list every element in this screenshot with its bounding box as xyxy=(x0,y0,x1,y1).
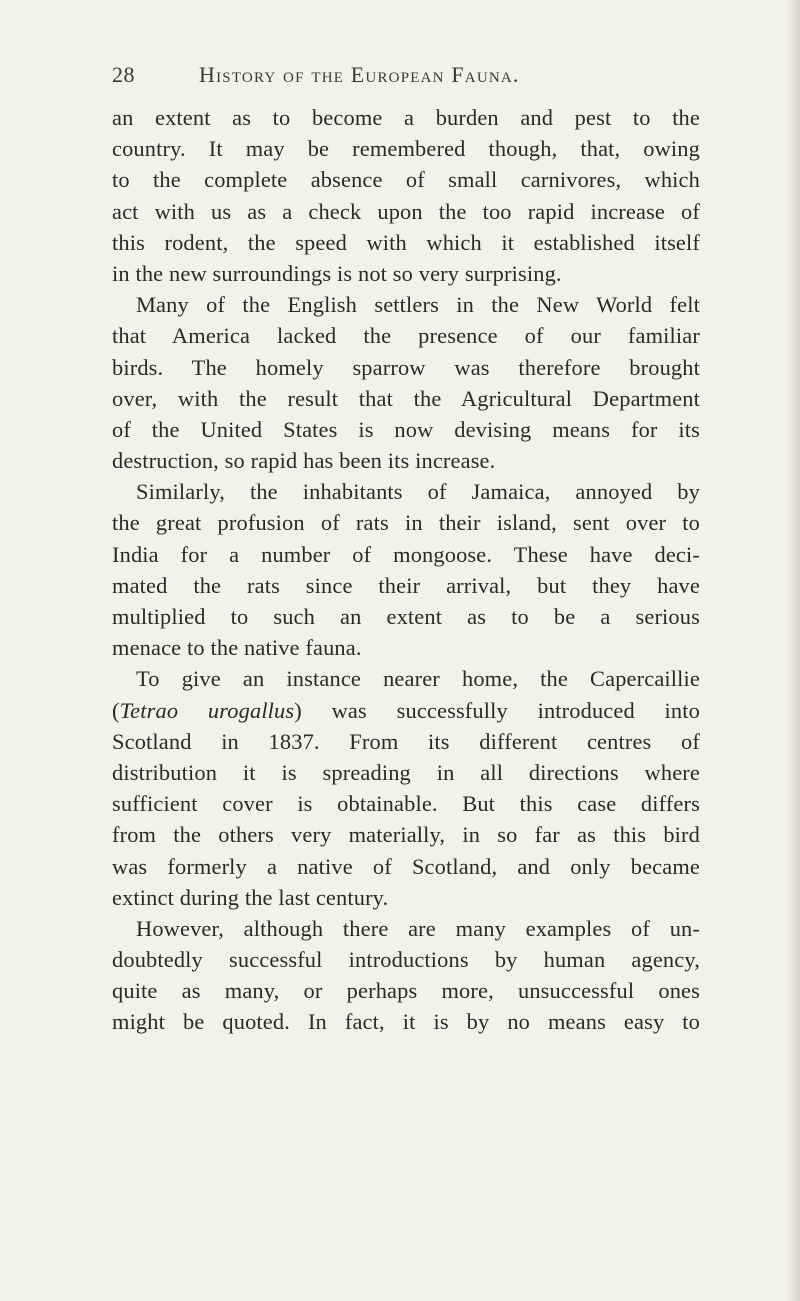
running-title: History of the European Fauna. xyxy=(199,62,520,87)
text-line: of the United States is now devising means for its xyxy=(112,416,700,442)
text-line: from the others very materially, in so far as this bird xyxy=(112,822,700,848)
text-line: birds. The homely sparrow was therefore brought xyxy=(112,354,700,380)
text-line: in the new surroundings is not so very surprising. xyxy=(112,260,562,286)
text-line: Many of the English settlers in the New World felt xyxy=(136,292,700,318)
text-line: might be quoted. In fact, it is by no means easy to xyxy=(112,1009,700,1035)
text-line: the great profusion of rats in their island, sent over to xyxy=(112,510,700,536)
text-line: extinct during the last century. xyxy=(112,884,389,910)
text-line: was formerly a native of Scotland, and only became xyxy=(112,853,700,879)
line-remainder: ) was successfully introduced into xyxy=(294,697,700,723)
text-line: this rodent, the speed with which it established itself xyxy=(112,229,700,255)
text-line: sufficient cover is obtainable. But this case differs xyxy=(112,791,700,817)
species-name: Tetrao urogallus xyxy=(119,697,295,723)
text-line: mated the rats since their arrival, but they have xyxy=(112,572,700,598)
text-line: India for a number of mongoose. These have deci- xyxy=(112,541,700,567)
text-line: destruction, so rapid has been its increase. xyxy=(112,448,496,474)
text-line: act with us as a check upon the too rapid increase of xyxy=(112,198,700,224)
text-line: quite as many, or perhaps more, unsuccessful ones xyxy=(112,978,700,1004)
text-line: multiplied to such an extent as to be a serious xyxy=(112,604,700,629)
text-line: To give an instance nearer home, the Capercaillie xyxy=(136,666,700,692)
page-number: 28 xyxy=(112,62,135,87)
text-line: doubtedly successful introductions by human agency, xyxy=(112,947,700,973)
text-line: menace to the native fauna. xyxy=(112,635,362,661)
open-paren: ( xyxy=(112,697,120,723)
text-line: that America lacked the presence of our familiar xyxy=(112,323,700,349)
body-text xyxy=(112,102,700,1038)
text-line-with-species-name xyxy=(112,695,700,726)
running-head xyxy=(112,56,712,90)
text-line: an extent as to become a burden and pest to the xyxy=(112,105,700,130)
text-line: Similarly, the inhabitants of Jamaica, annoyed by xyxy=(136,479,700,505)
text-line: country. It may be remembered though, that, owing xyxy=(112,136,700,162)
text-line: over, with the result that the Agricultural Department xyxy=(112,385,700,411)
text-line: distribution it is spreading in all directions where xyxy=(112,759,700,785)
text-line: However, although there are many examples of un- xyxy=(136,915,700,941)
text-line: to the complete absence of small carnivores, which xyxy=(112,167,700,193)
text-line: Scotland in 1837. From its different centres of xyxy=(112,728,700,754)
page-edge-shadow xyxy=(786,0,800,1301)
